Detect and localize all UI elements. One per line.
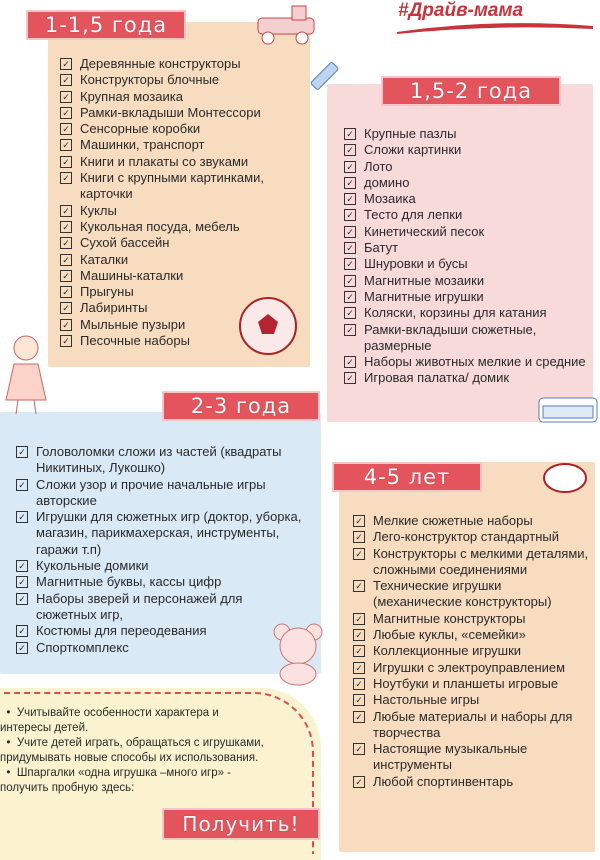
list-item [351,692,591,708]
list-item [14,574,304,590]
list-item-label: Игрушки с электроуправлением [373,659,566,675]
list-item [58,268,303,284]
tip-item: • Учитывайте особенности характера и интересы детей. [0,707,219,734]
list-item-label: Кукольные домики [36,558,149,574]
list-item [351,578,591,611]
list-item-label: Батут [364,240,399,256]
list-item [58,72,303,88]
ball-icon [238,296,298,356]
list-item-label: Крупные пазлы [364,126,457,141]
checkbox-icon: ✓ [353,515,365,527]
list-item-label: Магнитные конструкторы [373,610,526,626]
list-item-label: Лабиринты [80,300,148,316]
list-item [351,643,591,659]
checkbox-icon: ✓ [16,593,28,605]
list-item-label: Лего-конструктор стандартный [373,529,559,545]
list-item-label: Куклы [80,202,117,218]
checkbox-icon: ✓ [344,128,356,140]
list-item-label: Мыльные пузыри [80,316,186,332]
checkbox-icon: ✓ [60,91,72,103]
list-item [351,546,591,579]
list-item [58,235,303,251]
get-button[interactable]: Получить! [162,808,320,840]
list-item [342,191,587,207]
list-item-label: Магнитные буквы, кассы цифр [36,574,222,590]
list-item-label: Книги с крупными картинками, карточки [80,170,264,202]
checkbox-icon: ✓ [353,629,365,641]
toy-train-icon [252,2,322,46]
list-item [58,170,303,203]
list-item-label: Кукольная посуда, мебель [80,218,240,234]
checkbox-icon: ✓ [344,242,356,254]
list-item [14,558,304,574]
list-item [351,529,591,545]
section-4-title: 4-5 лет [332,462,482,492]
checkbox-icon: ✓ [344,177,356,189]
list-item [58,89,303,105]
section-1-title: 1-1,5 года [26,10,186,40]
checkbox-icon: ✓ [353,613,365,625]
checkbox-icon: ✓ [60,123,72,135]
brand-logo: #Драйв-мама [398,0,524,21]
checkbox-icon: ✓ [353,580,365,592]
list-item [342,126,587,142]
checkbox-icon: ✓ [60,205,72,217]
list-item-label: Настоящие музыкальные инструменты [373,741,528,773]
checkbox-icon: ✓ [60,254,72,266]
checkbox-icon: ✓ [60,172,72,184]
list-item [58,121,303,137]
section-2-title: 1,5-2 года [381,76,561,106]
list-item-label: Конструкторы блочные [80,72,220,88]
list-item-label: Сложи узор и прочие начальные игры авторские [36,476,266,508]
list-item [58,137,303,153]
list-item-label: Рамки-вкладыши сюжетные, размерные [364,321,537,353]
list-item-label: Любой спортинвентарь [373,773,514,789]
list-item [58,203,303,219]
checkbox-icon: ✓ [60,221,72,233]
list-item-label: Шнуровки и бусы [364,256,468,272]
checkbox-icon: ✓ [353,645,365,657]
list-item [351,741,591,774]
list-item-label: Любые куклы, «семейки» [373,627,526,643]
brand-swoosh-icon [395,20,595,36]
checkbox-icon: ✓ [344,209,356,221]
list-item [351,513,591,529]
checkbox-icon: ✓ [344,161,356,173]
list-item-label: Коллекционные игрушки [373,643,522,659]
list-item [342,305,587,321]
list-item-label: Наборы зверей и персонажей для сюжетных игр, [36,590,243,622]
checkbox-icon: ✓ [344,258,356,270]
checkbox-icon: ✓ [353,694,365,706]
checkbox-icon: ✓ [16,560,28,572]
checkbox-icon: ✓ [344,144,356,156]
keyboard-toy-icon [537,392,599,428]
list-item [342,273,587,289]
checkbox-icon: ✓ [344,275,356,287]
list-item-label: Спорткомплекс [36,639,129,655]
list-item [351,676,591,692]
list-item [342,354,587,370]
list-item [342,289,587,305]
checkbox-icon: ✓ [344,372,356,384]
checkbox-icon: ✓ [60,237,72,249]
list-item [58,56,303,72]
checkbox-icon: ✓ [344,291,356,303]
list-item [342,142,587,158]
checkbox-icon: ✓ [60,74,72,86]
list-item-label: Технические игрушки (механические конструкторы) [373,578,552,610]
list-item-label: Головоломки сложи из частей (квадраты Никитиных, Лукошко) [36,444,282,476]
section-2-list [342,126,587,387]
list-item-label: Прыгуны [80,284,134,300]
checkbox-icon: ✓ [60,58,72,70]
list-item [14,640,304,656]
list-item-label: Машинки, транспорт [80,137,205,153]
section-3-list [14,444,304,656]
list-item [342,224,587,240]
list-item-label: Рамки-вкладыши Монтессори [80,104,261,120]
list-item-label: Коляски, корзины для катания [364,305,547,321]
checkbox-icon: ✓ [60,107,72,119]
checkbox-icon: ✓ [344,307,356,319]
list-item [58,154,303,170]
checkbox-icon: ✓ [60,286,72,298]
list-item-label: Машины-каталки [80,267,184,283]
list-item-label: Деревянные конструкторы [80,56,241,71]
checkbox-icon: ✓ [16,511,28,523]
list-item [351,611,591,627]
list-item [342,370,587,386]
checkbox-icon: ✓ [16,446,28,458]
list-item [351,660,591,676]
tips-text [0,706,272,796]
list-item [342,159,587,175]
list-item-label: Любые материалы и наборы для творчества [373,708,573,740]
checkbox-icon: ✓ [353,743,365,755]
checkbox-icon: ✓ [353,711,365,723]
list-item [14,623,304,639]
list-item [14,444,304,477]
checkbox-icon: ✓ [16,625,28,637]
checkbox-icon: ✓ [16,479,28,491]
list-item [58,219,303,235]
checkbox-icon: ✓ [60,270,72,282]
checkbox-icon: ✓ [344,356,356,368]
list-item-label: Игровая палатка/ домик [364,370,510,386]
list-item-label: Настольные игры [373,692,480,708]
list-item-label: Песочные наборы [80,333,190,349]
list-item-label: Лото [364,158,393,174]
checkbox-icon: ✓ [60,156,72,168]
checkbox-icon: ✓ [344,193,356,205]
list-item [342,207,587,223]
checkbox-icon: ✓ [353,548,365,560]
list-item [342,322,587,355]
checkbox-icon: ✓ [353,776,365,788]
teddy-bear-icon [268,620,328,686]
checkbox-icon: ✓ [353,678,365,690]
checkbox-icon: ✓ [344,324,356,336]
list-item [351,774,591,790]
checkbox-icon: ✓ [60,139,72,151]
list-item-label: Кинетический песок [364,223,485,239]
list-item-label: Мозаика [364,191,416,207]
list-item-label: Сухой бассейн [80,235,170,251]
paint-tube-icon [304,54,348,98]
tambourine-icon [540,458,590,498]
doll-icon [0,330,52,416]
list-item-label: Сенсорные коробки [80,121,201,137]
checkbox-icon: ✓ [353,531,365,543]
list-item [342,175,587,191]
list-item [351,627,591,643]
list-item-label: Костюмы для переодевания [36,623,207,639]
checkbox-icon: ✓ [16,642,28,654]
list-item [58,252,303,268]
list-item-label: Тесто для лепки [364,207,463,223]
list-item-label: Книги и плакаты со звуками [80,153,249,169]
list-item-label: Магнитные мозаики [364,272,485,288]
list-item-label: Каталки [80,251,129,267]
list-item [14,477,304,510]
list-item [58,105,303,121]
list-item-label: Крупная мозаика [80,88,183,104]
checkbox-icon: ✓ [60,319,72,331]
list-item-label: Игрушки для сюжетных игр (доктор, уборка, магазин, парикмахерская, инструменты, гаражи т.п) [36,509,302,557]
list-item-label: Наборы животных мелкие и средние [364,354,586,370]
list-item-label: Конструкторы с мелкими деталями, сложными соединениями [373,545,589,577]
list-item-label: домино [364,174,410,190]
list-item-label: Сложи картинки [364,142,462,158]
section-3-title: 2-3 года [162,391,320,421]
list-item [14,591,304,624]
checkbox-icon: ✓ [60,302,72,314]
checkbox-icon: ✓ [353,662,365,674]
section-4-list [351,513,591,790]
list-item [342,240,587,256]
list-item-label: Ноутбуки и планшеты игровые [373,675,559,691]
checkbox-icon: ✓ [16,576,28,588]
tip-item: • Шпаргалки «одна игрушка –много игр» - получить пробную здесь: [0,767,232,794]
list-item [14,509,304,558]
checkbox-icon: ✓ [344,226,356,238]
list-item-label: Мелкие сюжетные наборы [373,513,533,528]
list-item-label: Магнитные игрушки [364,288,484,304]
tip-item: • Учите детей играть, обращаться с игрушками, придумывать новые способы их использования. [0,737,264,764]
list-item [351,709,591,742]
list-item [342,256,587,272]
checkbox-icon: ✓ [60,335,72,347]
